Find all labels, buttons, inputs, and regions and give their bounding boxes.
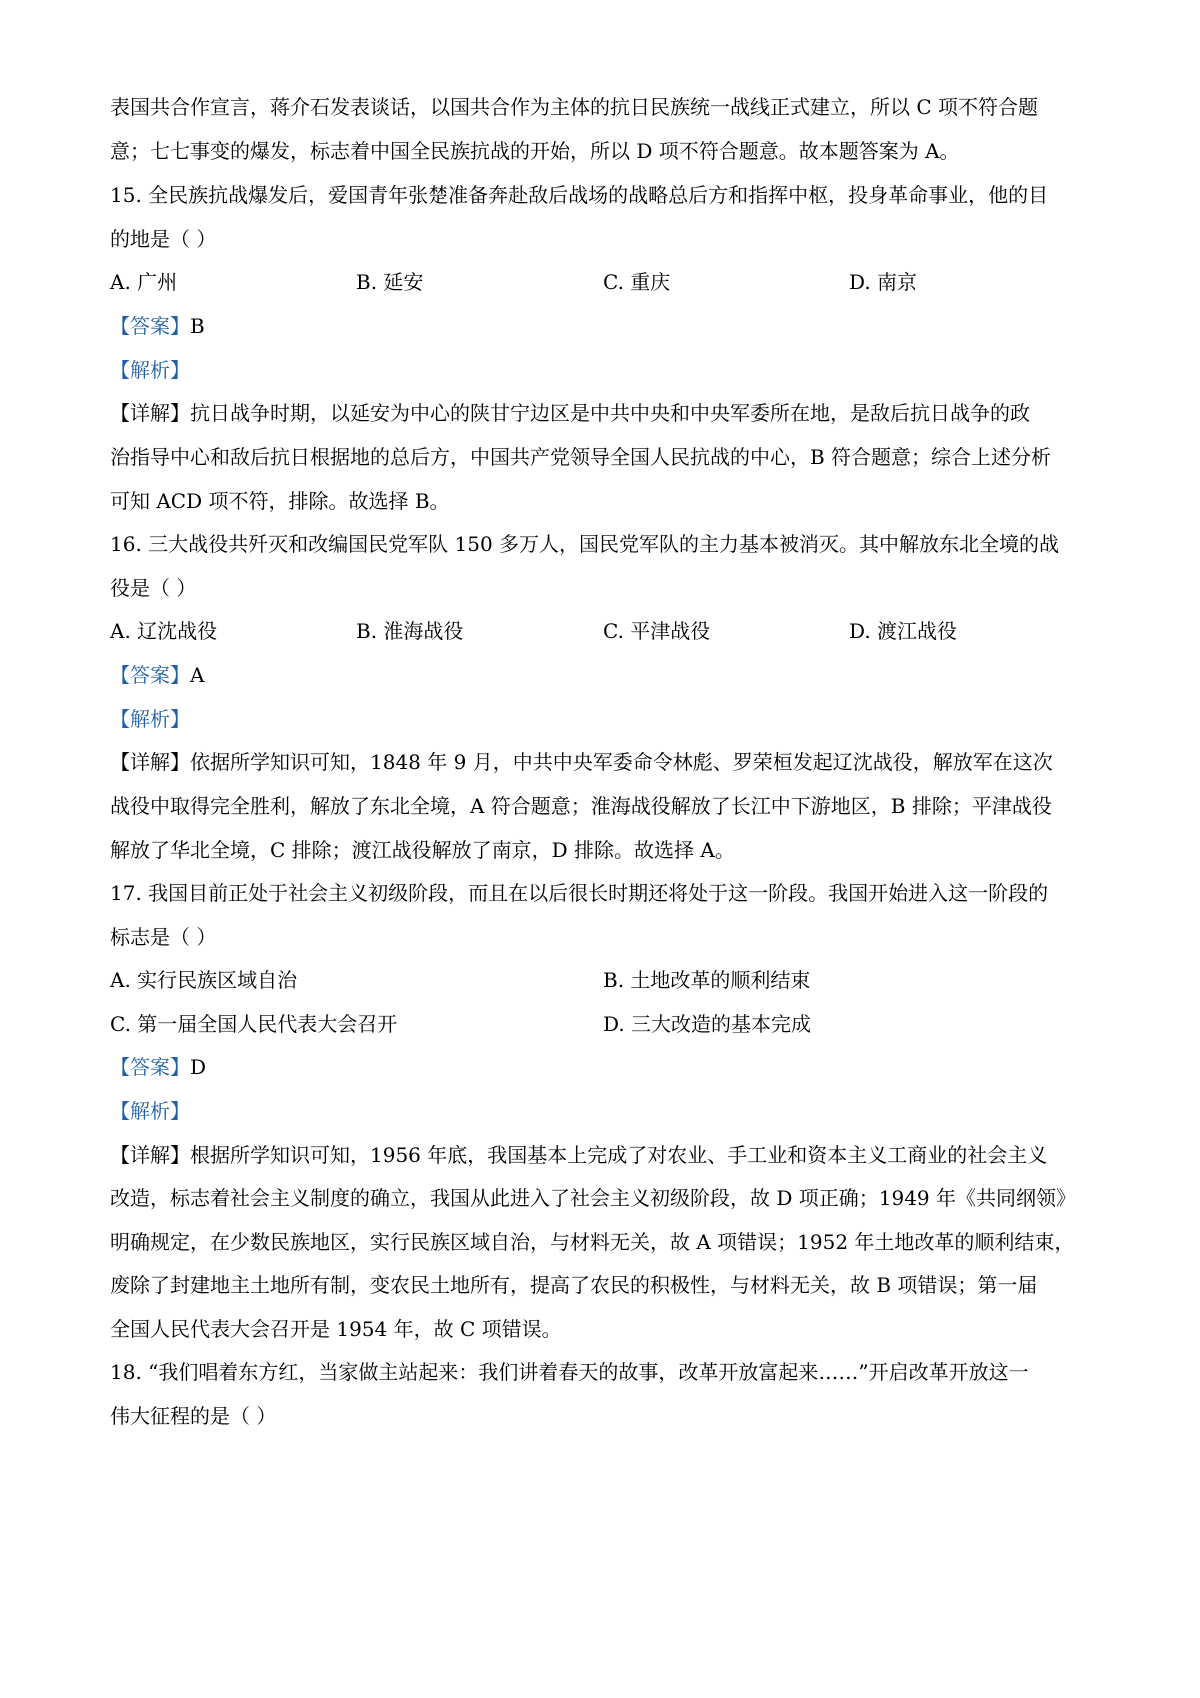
q16-stem-line-2: 役是（ ） <box>110 576 197 600</box>
detail-tag: 【详解】 <box>110 401 190 425</box>
q15-detail-line-2: 治指导中心和敌后抗日根据地的总后方，中国共产党领导全国人民抗战的中心，B 符合题意；综合上述分析 <box>110 445 1052 469</box>
q15-option-d: D. 南京 <box>849 270 918 294</box>
q18-stem-line-1: 18. “我们唱着东方红，当家做主站起来：我们讲着春天的故事，改革开放富起来……”开启改革开放这一 <box>110 1360 1029 1384</box>
answer-value: B <box>190 314 205 338</box>
q16-detail-line-2: 战役中取得完全胜利，解放了东北全境，A 符合题意；淮海战役解放了长江中下游地区，B 排除；平津战役 <box>110 794 1052 818</box>
q17-option-c: C. 第一届全国人民代表大会召开 <box>110 1012 398 1036</box>
q15-stem-line-1: 15. 全民族抗战爆发后，爱国青年张楚准备奔赴敌后战场的战略总后方和指挥中枢，投身革命事业，他的目 <box>110 183 1049 207</box>
q16-option-b: B. 淮海战役 <box>356 619 464 643</box>
q15-stem-line-2: 的地是（ ） <box>110 227 217 251</box>
q17-detail-line-5: 全国人民代表大会召开是 1954 年，故 C 项错误。 <box>110 1317 562 1341</box>
q17-detail-line-3: 明确规定，在少数民族地区，实行民族区域自治，与材料无关，故 A 项错误；1952 年土地改革的顺利结束， <box>110 1230 1075 1254</box>
q16-stem-line-1: 16. 三大战役共歼灭和改编国民党军队 150 多万人，国民党军队的主力基本被消灭。其中解放东北全境的战 <box>110 532 1060 556</box>
q15-analysis-tag: 【解析】 <box>110 358 190 382</box>
q15-option-a: A. 广州 <box>110 270 178 294</box>
q15-detail-line-3: 可知 ACD 项不符，排除。故选择 B。 <box>110 489 450 513</box>
q15-answer <box>110 314 205 338</box>
detail-text: 根据所学知识可知，1956 年底，我国基本上完成了对农业、手工业和资本主义工商业的社会主义 <box>190 1143 1048 1167</box>
q17-option-b: B. 土地改革的顺利结束 <box>603 968 811 992</box>
q17-stem-line-2: 标志是（ ） <box>110 925 217 949</box>
q15-option-b: B. 延安 <box>356 270 424 294</box>
q17-detail-line-4: 废除了封建地主土地所有制，变农民土地所有，提高了农民的积极性，与材料无关，故 B 项错误；第一届 <box>110 1273 1038 1297</box>
q17-answer <box>110 1055 206 1079</box>
detail-text: 抗日战争时期，以延安为中心的陕甘宁边区是中共中央和中央军委所在地，是敌后抗日战争的政 <box>190 401 1030 425</box>
q16-option-c: C. 平津战役 <box>603 619 711 643</box>
answer-value: A <box>190 663 205 687</box>
answer-value: D <box>190 1055 207 1079</box>
detail-tag: 【详解】 <box>110 1143 190 1167</box>
q17-detail-line-2: 改造，标志着社会主义制度的确立，我国从此进入了社会主义初级阶段，故 D 项正确；1949 年《共同纲领》 <box>110 1186 1077 1210</box>
q17-stem-line-1: 17. 我国目前正处于社会主义初级阶段，而且在以后很长时期还将处于这一阶段。我国开始进入这一阶段的 <box>110 881 1049 905</box>
detail-tag: 【详解】 <box>110 750 190 774</box>
q16-answer <box>110 663 204 687</box>
q18-stem-line-2: 伟大征程的是（ ） <box>110 1404 277 1428</box>
q16-detail-line-3: 解放了华北全境，C 排除；渡江战役解放了南京，D 排除。故选择 A。 <box>110 838 735 862</box>
intro-line-2: 意；七七事变的爆发，标志着中国全民族抗战的开始，所以 D 项不符合题意。故本题答案为 A。 <box>110 139 960 163</box>
q16-option-d: D. 渡江战役 <box>849 619 958 643</box>
q15-option-c: C. 重庆 <box>603 270 671 294</box>
q17-option-d: D. 三大改造的基本完成 <box>603 1012 812 1036</box>
intro-line-1: 表国共合作宣言，蒋介石发表谈话，以国共合作为主体的抗日民族统一战线正式建立，所以 C 项不符合题 <box>110 95 1039 119</box>
answer-tag: 【答案】 <box>110 314 190 338</box>
q17-detail-line-1 <box>110 1143 1047 1167</box>
answer-tag: 【答案】 <box>110 1055 190 1079</box>
q17-option-a: A. 实行民族区域自治 <box>110 968 298 992</box>
answer-tag: 【答案】 <box>110 663 190 687</box>
q16-detail-line-1 <box>110 750 1053 774</box>
q17-analysis-tag: 【解析】 <box>110 1099 190 1123</box>
q16-option-a: A. 辽沈战役 <box>110 619 218 643</box>
q15-detail-line-1 <box>110 401 1030 425</box>
detail-text: 依据所学知识可知，1848 年 9 月，中共中央军委命令林彪、罗荣桓发起辽沈战役，解放军在这次 <box>190 750 1053 774</box>
q16-analysis-tag: 【解析】 <box>110 707 190 731</box>
